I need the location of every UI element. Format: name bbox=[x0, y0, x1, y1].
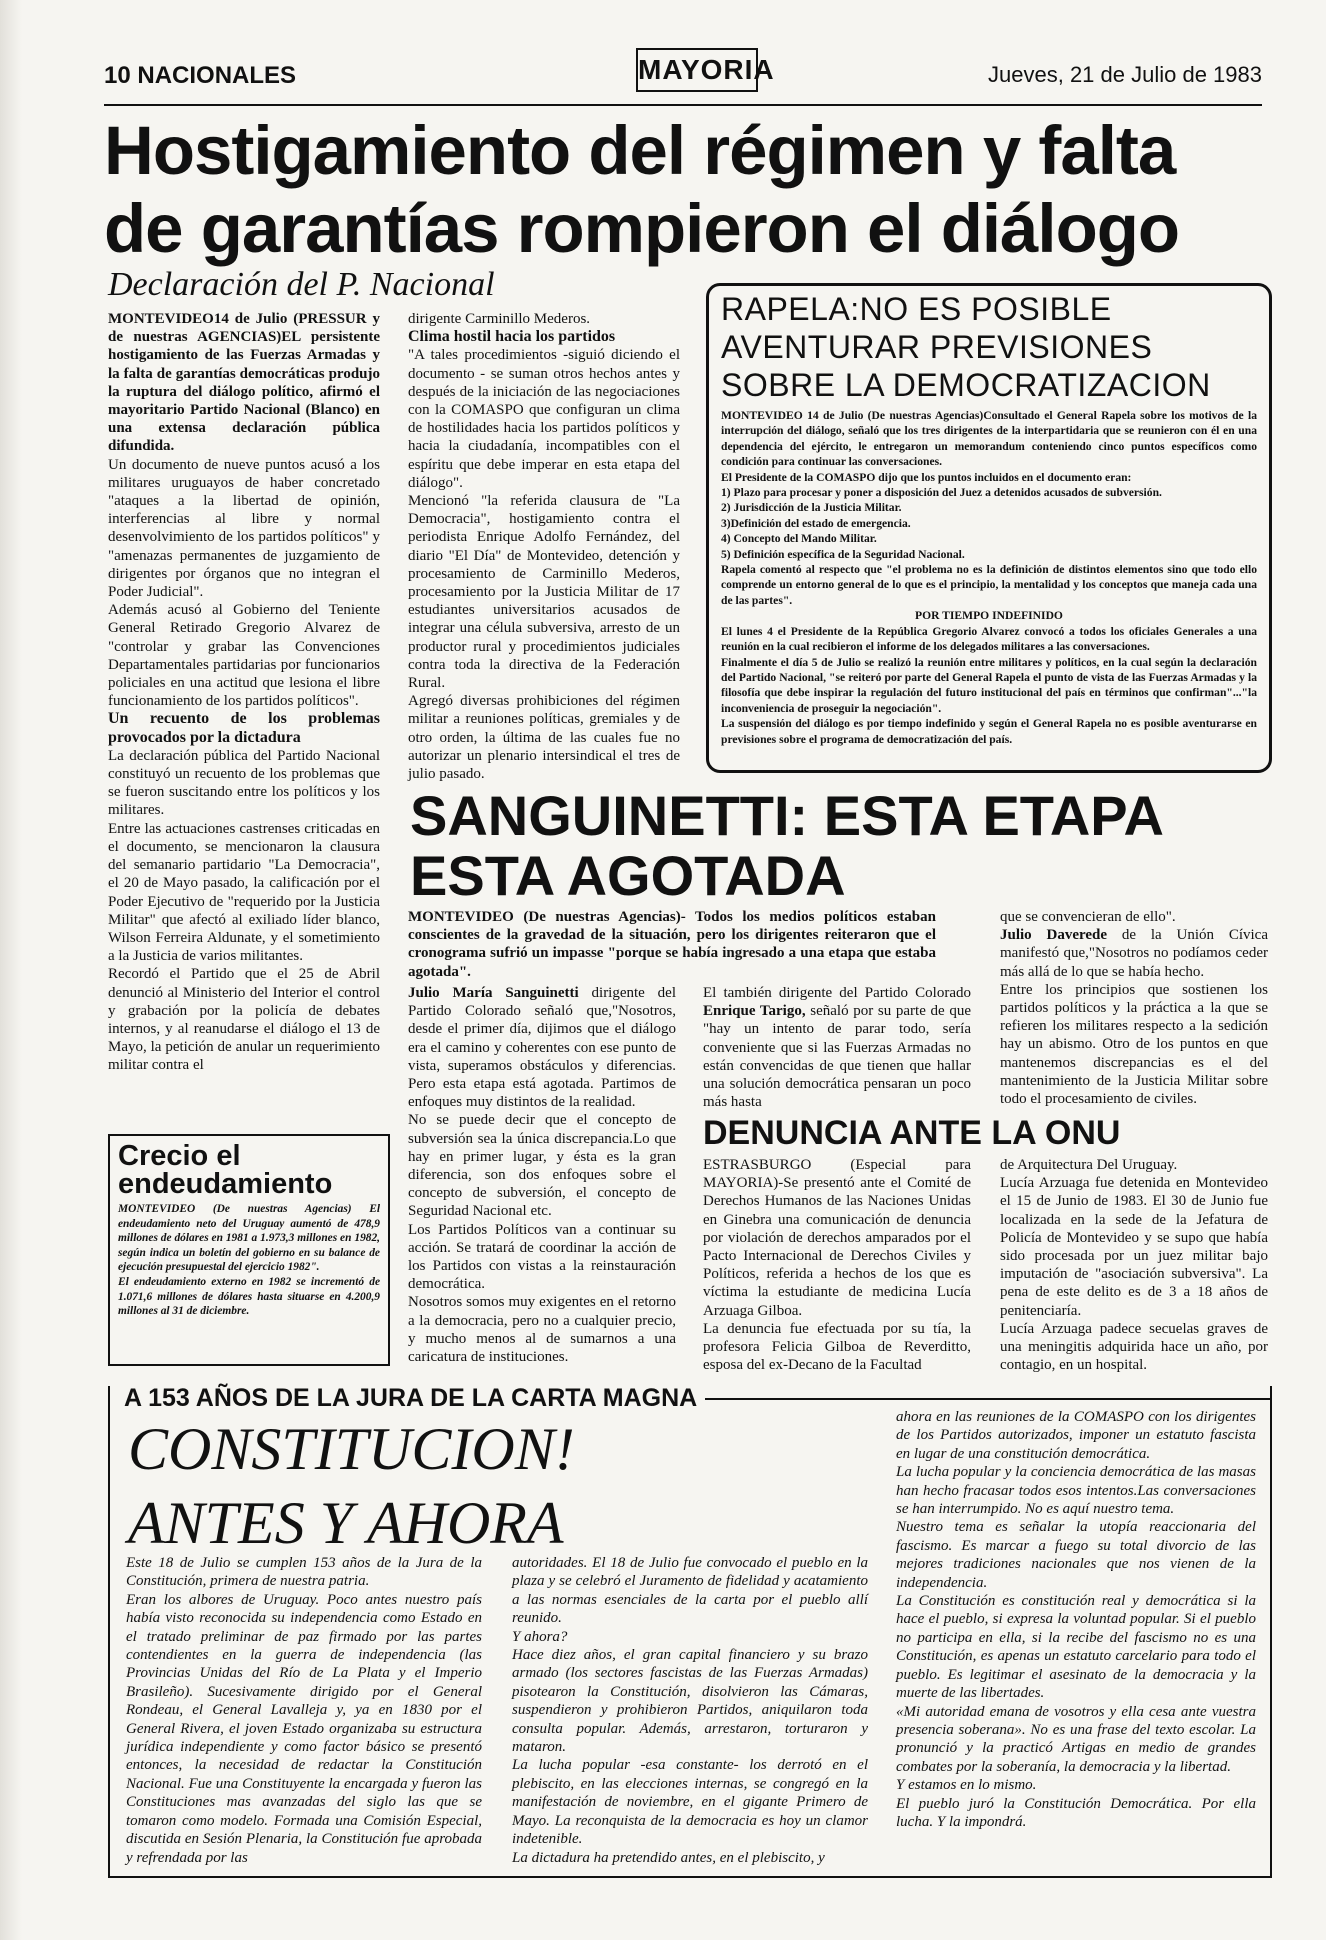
sang-a-name: Julio María Sanguinetti bbox=[408, 985, 579, 1001]
rapela-title: RAPELA:NO ES POSIBLE AVENTURAR PREVISIONES SOBRE LA DEMOCRATIZACION bbox=[721, 291, 1211, 403]
con-c-paragraph: La lucha popular y la conciencia democrática de las masas han hecho fracasar todos esos intentos.Las conversaciones se han interrumpido. No es aquí nuestro tema. bbox=[896, 1464, 1256, 1518]
crecio-para-1: MONTEVIDEO (De nuestras Agencias) El endeudamiento neto del Uruguay aumentó de 478,9 millones de dólares en 1981 a 1.973,3 millones en 1982, según indica un boletín del gobierno en su balance de ejecución presupuestal del ejercicio 1982". bbox=[118, 1203, 380, 1274]
main-col1-paragraph: Entre las actuaciones castrenses criticadas en el documento, se mencionaron la clausura del semanario partidario "La Democracia", el 20 de Mayo pasado, la calificación por el Poder Ejecutivo de "requerido por la Justicia Militar" que afectó al exiliado líder blanco, Wilson Ferreira Aldunate, y el sometimiento a la Justicia de varios militantes. bbox=[108, 820, 380, 965]
sanguinetti-column-3 bbox=[1000, 908, 1268, 1108]
sang-c-paragraph bbox=[1000, 926, 1268, 981]
con-c-paragraph: Y estamos en lo mismo. bbox=[896, 1777, 1037, 1794]
onu-b-paragraph: Lucía Arzuaga padece secuelas graves de una meningitis adquirida hace un año, por contagio, en un hospital. bbox=[1000, 1320, 1268, 1374]
crecio-para-2: El endeudamiento externo en 1982 se incrementó de 1.071,6 millones de dólares hasta situarse en 4.200,9 millones al 31 de diciembre. bbox=[118, 1275, 380, 1318]
rapela-body bbox=[721, 408, 1257, 747]
main-col2-paragraph: Agregó diversas prohibiciones del régimen militar a reuniones políticas, gremiales y de otro orden, la última de las cuales fue no autorizar un plenario intersindical el tres de julio pasado. bbox=[408, 693, 680, 783]
rapela-paragraph: La suspensión del diálogo es por tiempo indefinido y según el General Rapela no es posible aventurarse en previsiones sobre el programa de democratización del país. bbox=[721, 717, 1257, 746]
con-c-paragraph: La Constitución es constitución real y democrática si la hace el pueblo, si expresa la voluntad popular. Si el pueblo no participa en ella, si la recibe del fascismo no es una Constitución, es apenas un estatuto carcelario para todo el pueblo. Es legitimar el asesinato de la democracia y la muerte de las libertades. bbox=[896, 1593, 1256, 1702]
onu-column-1 bbox=[703, 1156, 971, 1374]
rapela-box bbox=[706, 283, 1272, 773]
rapela-paragraph: Rapela comentó al respecto que "el problema no es la definición de distintos elementos sino que todo ello comprende un entorno general de lo que es el principio, la mentalidad y los conceptos que maneja cada una de las partes". bbox=[721, 563, 1257, 607]
crecio-box bbox=[108, 1134, 390, 1366]
con-c-paragraph: Nuestro tema es señalar la utopía reaccionaria del fascismo. Es marcar a fuego su total divorcio de las mejores tradiciones nacionales que nos vienen de la independencia. bbox=[896, 1519, 1256, 1591]
constitucion-kicker: A 153 AÑOS DE LA JURA DE LA CARTA MAGNA bbox=[124, 1384, 705, 1413]
sang-c-paragraph: que se convencieran de ello". bbox=[1000, 909, 1176, 925]
con-c-paragraph: «Mi autoridad emana de vosotros y ella cesa ante vuestra presencia soberana». No es una frase del texto escolar. La pronunció y la practicó Artigas en medio de grandes combates por la soberanía, la democracia y la libertad. bbox=[896, 1703, 1256, 1775]
main-col1-paragraph: La declaración pública del Partido Nacional constituyó un recuento de los problemas que se fueron suscitando entre los políticos y los militares. bbox=[108, 747, 380, 819]
constitucion-column-2 bbox=[512, 1554, 868, 1867]
constitucion-headline-line-2: ANTES Y AHORA bbox=[128, 1490, 564, 1556]
main-col2-subheading: Clima hostil hacia los partidos bbox=[408, 328, 616, 346]
issue-date: Jueves, 21 de Julio de 1983 bbox=[988, 62, 1262, 87]
main-subhead: Declaración del P. Nacional bbox=[108, 266, 495, 303]
con-b-paragraph: Y ahora? bbox=[512, 1628, 568, 1645]
rapela-subheading: POR TIEMPO INDEFINIDO bbox=[915, 609, 1063, 623]
rapela-paragraph: 5) Definición específica de la Seguridad Nacional. bbox=[721, 547, 965, 561]
sang-a-paragraph: No se puede decir que el concepto de subversión sea la única discrepancia.Lo que hay en primer lugar, y ésta es la gran diferencia, son dos enfoques sobre el concepto de subversión, el concepto de Seguridad Nacional etc. bbox=[408, 1112, 676, 1220]
rapela-paragraph: 2) Jurisdicción de la Justicia Militar. bbox=[721, 501, 902, 515]
sang-c-name: Julio Daverede bbox=[1000, 927, 1108, 944]
con-a-paragraph: Este 18 de Julio se cumplen 153 años de la Jura de la Constitución, primera de nuestra patria. bbox=[126, 1555, 482, 1590]
rapela-paragraph: MONTEVIDEO 14 de Julio (De nuestras Agencias)Consultado el General Rapela sobre los motivos de la interrupción del diálogo, señaló que los tres dirigentes de la interpartidaria que se reunieron con él en una dependencia del ejército, le entregaron un memorandum conteniendo cinco puntos específicos como condición para continuar las conversaciones. bbox=[721, 409, 1257, 469]
main-col2-paragraph: "A tales procedimientos -siguió diciendo el documento - se suman otros hechos antes y después de la iniciación de las negociaciones con la COMASPO que configuran un clima de hostilidades hacia los partidos políticos y hacia la ciudadanía, incompatibles con el espíritu que debe imperar en esta etapa del diálogo". bbox=[408, 347, 680, 491]
onu-b-paragraph: de Arquitectura Del Uruguay. bbox=[1000, 1157, 1178, 1173]
onu-headline: DENUNCIA ANTE LA ONU bbox=[703, 1114, 1121, 1152]
con-c-paragraph: ahora en las reuniones de la COMASPO con los dirigentes de los Partidos autorizados, imponer un estatuto fascista en lugar de una constitución democrática. bbox=[896, 1409, 1256, 1462]
constitucion-column-1 bbox=[126, 1554, 482, 1867]
crecio-title: Crecio el endeudamiento bbox=[118, 1140, 333, 1200]
main-col2-paragraph: Mencionó "la referida clausura de "La Democracia", hostigamiento contra el periodista Enrique Adolfo Fernández, del diario "El Día" de Montevideo, detención y procesamiento de Carminillo Mederos, procesamiento por la Justicia Militar de 17 estudiantes universitarios acusados de integrar una célula subversiva, arresto de un productor rural y procedimientos judiciales contra toda la directiva de la Federación Rural. bbox=[408, 493, 680, 692]
main-col2-paragraph: dirigente Carminillo Mederos. bbox=[408, 311, 591, 327]
constitucion-headline bbox=[128, 1412, 575, 1560]
sang-b-name: Enrique Tarigo, bbox=[703, 1003, 806, 1020]
constitucion-column-3 bbox=[896, 1408, 1256, 1831]
rapela-paragraph: El lunes 4 el Presidente de la República Gregorio Alvarez convocó a todos los oficiales Generales a una reunión en la cual recibieron el informe de los delegados militares a las conversaciones. bbox=[721, 624, 1257, 654]
sanguinetti-headline: SANGUINETTI: ESTA ETAPA ESTA AGOTADA bbox=[410, 784, 1162, 907]
sang-b-paragraph bbox=[703, 984, 971, 1111]
sanguinetti-column-1 bbox=[408, 984, 676, 1366]
rapela-paragraph: 4) Concepto del Mando Militar. bbox=[721, 532, 877, 546]
con-b-paragraph: Hace diez años, el gran capital financiero y su brazo armado (los sectores fascistas de las Fuerzas Armadas) pisotearon la Constitución, disolvieron las Cámaras, suspendieron y prohibieron Partidos, aniquilaron toda consulta popular. Además, arrestaron, torturaron y mataron. bbox=[512, 1647, 868, 1756]
sanguinetti-column-2 bbox=[703, 984, 971, 1111]
sanguinetti-lead: MONTEVIDEO (De nuestras Agencias)- Todos los medios políticos estaban conscientes de la gravedad de la situación, pero los dirigentes reiteraron que el cronograma sufrió un impasse "porque se había ingresado a una etapa que estaba agotada". bbox=[408, 909, 936, 980]
main-col1-paragraph: Además acusó al Gobierno del Teniente General Retirado Gregorio Alvarez de "controlar y grabar las Convenciones Departamentales partidarias por funcionarios policiales en una actitud que lesiona el libre funcionamiento de los partidos políticos". bbox=[108, 602, 380, 710]
con-b-paragraph: La lucha popular -esa constante- los derrotó en el plebiscito, en las elecciones internas, se congregó en la manifestación de noviembre, en el gigante Primero de Mayo. La reconquista de la democracia es hoy un clamor indetenible. bbox=[512, 1757, 868, 1848]
onu-a-paragraph: La denuncia fue efectuada por su tía, la profesora Felicia Gilboa de Reverditto, esposa del ex-Decano de la Facultad bbox=[703, 1320, 971, 1374]
sang-b-text: El también dirigente del Partido Colorado bbox=[703, 985, 971, 1001]
main-article-column-2 bbox=[408, 310, 680, 783]
rapela-paragraph: 1) Plazo para procesar y poner a disposición del Juez a detenidos acusados de subversión. bbox=[721, 486, 1162, 500]
sang-a-paragraph: Los Partidos Políticos van a continuar su acción. Se tratará de coordinar la acción de los Partidos con vistas a la reinstauración democrática. bbox=[408, 1221, 676, 1293]
main-col1-paragraph: MONTEVIDEO14 de Julio (PRESSUR y de nuestras AGENCIAS)EL persistente hostigamiento de las Fuerzas Armadas y la falta de garantías democráticas produjo la ruptura del diálogo político, afirmó el mayoritario Partido Nacional (Blanco) en una extensa declaración pública difundida. bbox=[108, 311, 380, 455]
sang-a-text: dirigente del Partido Colorado señaló que,"Nosotros, desde el primer día, dijimos que el diálogo era el camino y coherentes con ese punto de vista, superamos obstáculos y diferencias. Pero esta etapa está agotada. Partimos de enfoques muy distintos de la realidad. bbox=[408, 985, 676, 1111]
rapela-paragraph: 3)Definición del estado de emergencia. bbox=[721, 516, 911, 530]
header-rule bbox=[104, 104, 1262, 106]
con-a-paragraph: Eran los albores de Uruguay. Poco antes nuestro país había visto reconocida su independencia como Estado en el tratado preliminar de paz firmado por las partes contendientes en la guerra de independencia (las Provincias Unidas del Río de La Plata y el Imperio Brasileño). Sucesivamente dirigido por el General Rondeau, el General Lavalleja y, ya en 1830 por el General Rivera, el joven Estado organizaba su estructura jurídica independiente y como factor básico se presentó entonces, la necesidad de redactar la Constitución Nacional. Fue una Constituyente la encargada y fueron las Constituciones mas avanzadas del siglo las que se tomaron como modelo. Formada una Comisión Especial, discutida en Sesión Plenaria, la Constitución fue aprobada y refrendada por las bbox=[126, 1591, 482, 1866]
main-col1-paragraph: Un documento de nueve puntos acusó a los militares uruguayos de haber concretado "ataques a la libertad de opinión, interferencias al libre y normal desenvolvimiento de los partidos políticos" y "amenazas permanentes de juzgamiento de dirigentes por órganos que no integran el Poder Judicial". bbox=[108, 456, 380, 601]
newspaper-logo: MAYORIA bbox=[636, 48, 758, 92]
sang-a-paragraph bbox=[408, 984, 676, 1111]
con-b-paragraph: La dictadura ha pretendido antes, en el plebiscito, y bbox=[512, 1849, 825, 1866]
sang-b-text: señaló por su parte de que "hay un intento de parar todo, sería conveniente que si las Fuerzas Armadas no están convencidas de que tienen que hallar una solución democrática pensaran un poco más hasta bbox=[703, 1003, 971, 1111]
page-edge-shadow bbox=[0, 0, 22, 1940]
onu-a-paragraph: ESTRASBURGO (Especial para MAYORIA)-Se presentó ante el Comité de Derechos Humanos de las Naciones Unidas en Ginebra una comunicación de denuncia por violación de derechos amparados por el Pacto Internacional de Derechos Civiles y Políticos, referida a hechos de los que es víctima la estudiante de medicina Lucía Arzuaga Gilboa. bbox=[703, 1157, 971, 1319]
rapela-paragraph: Finalmente el día 5 de Julio se realizó la reunión entre militares y políticos, en la cual según la declaración del Partido Nacional, "se reiteró por parte del General Rapela el punto de vista de las Fuerzas Armadas y la filosofía que debe inspirar la regulación del futuro institucional del país en términos que confirman"..."la inconveniencia de proseguir la negociación". bbox=[721, 655, 1257, 715]
main-article-column-1 bbox=[108, 310, 380, 1075]
main-headline: Hostigamiento del régimen y falta de garantías rompieron el diálogo bbox=[104, 112, 1180, 267]
sang-c-text: de la Unión Cívica manifestó que,"Nosotros no podíamos ceder más allá de lo que se había hecho. bbox=[1000, 927, 1268, 980]
main-col1-subheading: Un recuento de los problemas provocados por la dictadura bbox=[108, 710, 380, 746]
con-b-paragraph: autoridades. El 18 de Julio fue convocado el pueblo en la plaza y se celebró el Juramento de fidelidad y acatamiento a las normas esenciales de la carta por el pueblo allí reunido. bbox=[512, 1555, 868, 1627]
constitucion-headline-line-1: CONSTITUCION! bbox=[128, 1416, 575, 1482]
sang-a-paragraph: Nosotros somos muy exigentes en el retorno a la democracia, pero no a cualquier precio, y mucho menos al de sumarnos a una caricatura de instituciones. bbox=[408, 1294, 676, 1366]
main-col1-paragraph: Recordó el Partido que el 25 de Abril denunció al Ministerio del Interior el control y grabación por la policía de debates internos, y al reanudarse el diálogo el 13 de Mayo, la petición de anular un requerimiento militar contra el bbox=[108, 966, 380, 1074]
con-c-paragraph: El pueblo juró la Constitución Democrática. Por ella lucha. Y la impondrá. bbox=[896, 1795, 1256, 1830]
sang-c-paragraph: Entre los principios que sostienen los partidos políticos y la práctica a la que se refieren los militares respecto a la sedición hay un abismo. Otro de los puntos en que mantenemos discrepancias es el del mantenimiento de la Justicia Militar sobre todo el procesamiento de civiles. bbox=[1000, 981, 1268, 1108]
onu-column-2 bbox=[1000, 1156, 1268, 1374]
section-label: 10 NACIONALES bbox=[104, 62, 297, 89]
rapela-paragraph: El Presidente de la COMASPO dijo que los puntos incluidos en el documento eran: bbox=[721, 470, 1132, 484]
onu-b-paragraph: Lucía Arzuaga fue detenida en Montevideo el 15 de Junio de 1983. El 30 de Junio fue localizada en la sede de la Jefatura de Policía de Montevideo y se supo que había sido procesada por un juez militar bajo imputación de "asociación subversiva". La pena de este delito es de 3 a 18 años de penitenciaría. bbox=[1000, 1175, 1268, 1319]
